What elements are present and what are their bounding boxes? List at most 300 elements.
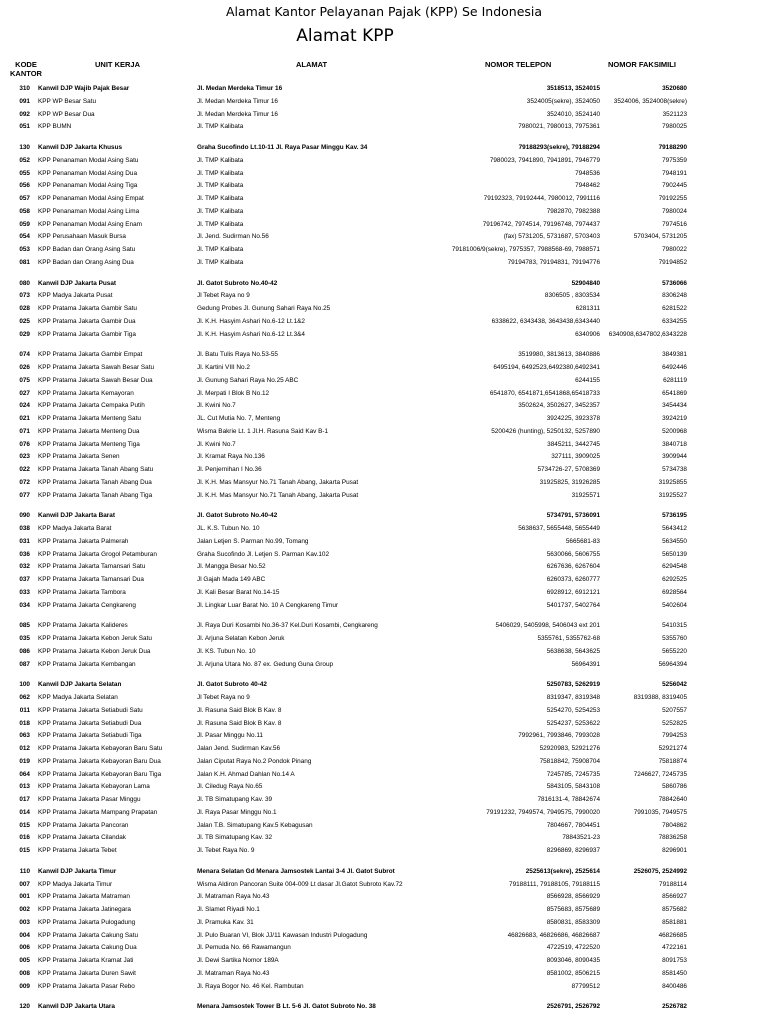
table-row: [0, 291, 768, 301]
row-kode: 003: [19, 918, 30, 926]
row-unit-kerja: KPP Pratama Jakarta Menteng Dua: [38, 427, 140, 435]
row-faksimili: 8566927: [662, 893, 687, 901]
row-faksimili: 79192255: [658, 195, 687, 202]
row-faksimili: 3524006, 3524008(sekre): [613, 97, 687, 105]
row-unit-kerja: KPP Pratama Jakarta Kebon Jeruk Satu: [38, 635, 152, 642]
row-telepon: 5630066, 5606755: [546, 550, 600, 558]
row-unit-kerja: KPP Pratama Jakarta Menteng Tiga: [38, 440, 140, 448]
row-faksimili: 5410315: [662, 622, 687, 630]
row-unit-kerja: KPP Pratama Jakarta Kebayoran Baru Satu: [38, 745, 163, 752]
row-telepon: 8566928, 8566929: [546, 893, 600, 901]
row-faksimili: 5402604: [662, 601, 687, 609]
row-telepon: 3502624, 3502627, 3452357: [518, 402, 600, 410]
table-row-kanwil: [0, 511, 768, 521]
row-unit-kerja: KPP Pratama Jakarta Tebet: [38, 847, 117, 854]
table-row: [0, 491, 768, 501]
row-faksimili: 5634550: [662, 537, 687, 545]
row-telepon: 31925825, 31926285: [539, 478, 600, 486]
row-alamat: Jl. Gatot Subroto No.40-42: [197, 512, 278, 520]
row-kode: 008: [19, 969, 30, 977]
row-alamat: JL. K.S. Tubun No. 10: [197, 525, 260, 532]
table-row: [0, 693, 768, 703]
row-alamat: Jl Tebet Raya no 9: [197, 292, 250, 300]
row-telepon: 8319347, 8319348: [546, 694, 600, 701]
table-row: [0, 969, 768, 979]
row-faksimili: 56964394: [658, 660, 687, 668]
row-telepon: 5254237, 5253622: [546, 719, 600, 727]
table-row: [0, 601, 768, 611]
row-kode: 015: [19, 847, 30, 854]
row-kode: 011: [19, 706, 30, 714]
row-kode: 012: [19, 745, 30, 752]
table-row: [0, 744, 768, 754]
row-unit-kerja: KPP Pratama Jakarta Sawah Besar Satu: [38, 364, 155, 371]
row-faksimili: 5650139: [662, 550, 687, 558]
table-row: [0, 194, 768, 204]
table-row: [0, 414, 768, 424]
row-alamat: Jl. Medan Merdeka Timur 16: [197, 97, 278, 105]
row-faksimili: 79188114: [659, 880, 687, 888]
row-unit-kerja: KPP Madya Jakarta Pusat: [38, 292, 113, 300]
table-row: [0, 982, 768, 992]
row-unit-kerja: KPP Badan dan Orang Asing Satu: [38, 246, 136, 253]
row-unit-kerja: KPP Pratama Jakarta Setiabudi Tiga: [38, 732, 142, 740]
row-kode: 005: [19, 957, 30, 964]
row-alamat: Jl. K.H. Hasyim Ashari No.6-12 Lt.3&4: [197, 330, 305, 338]
row-telepon: 7948536: [575, 169, 600, 177]
row-telepon: 8093046, 8090435: [546, 957, 600, 964]
row-telepon: 3924225, 3923378: [546, 415, 600, 422]
row-telepon: 8580831, 8583309: [546, 918, 600, 926]
row-unit-kerja: KPP Pratama Jakarta Kebayoran Baru Tiga: [38, 770, 162, 778]
row-telepon: 79188293(sekre), 79188294: [518, 144, 600, 151]
table-row: [0, 232, 768, 242]
table-row: [0, 621, 768, 631]
table-row: [0, 389, 768, 399]
row-unit-kerja: KPP Pratama Jakarta Cempaka Putih: [38, 402, 145, 410]
row-faksimili: 3840718: [662, 440, 687, 448]
row-unit-kerja: Kanwil DJP Jakarta Timur: [38, 867, 117, 875]
row-faksimili: 75818874: [658, 757, 687, 765]
row-alamat: Jalan Jend. Sudirman Kav.56: [197, 745, 281, 752]
row-faksimili: 3521123: [662, 110, 687, 118]
row-telepon: 5734791, 5736091: [546, 512, 600, 520]
row-faksimili: 3520680: [662, 85, 687, 92]
row-faksimili: 52921274: [658, 745, 687, 752]
row-telepon: 5638637, 5655448, 5655449: [518, 525, 600, 532]
table-row: [0, 258, 768, 268]
row-kode: 130: [19, 144, 30, 151]
row-kode: 028: [19, 305, 30, 312]
row-kode: 013: [19, 783, 30, 791]
row-kode: 081: [19, 258, 30, 266]
row-faksimili: 5252825: [662, 719, 687, 727]
row-telepon: 7804667, 7804451: [546, 821, 600, 829]
row-kode: 064: [19, 770, 30, 778]
row-telepon: 79192323, 79192444, 7980012, 7991116: [483, 195, 600, 202]
row-telepon: 6495194, 6492523,6492380,6492341: [493, 364, 600, 371]
row-telepon: 8575683, 8575689: [546, 906, 600, 913]
row-telepon: 6928912, 6912121: [546, 588, 600, 596]
row-unit-kerja: Kanwil DJP Jakarta Barat: [38, 512, 115, 520]
row-unit-kerja: Kanwil DJP Wajib Pajak Besar: [38, 85, 130, 92]
row-alamat: Jl. K.H. Mas Mansyur No.71 Tanah Abang, Jakarta Pusat: [197, 478, 359, 486]
row-faksimili: 6281119: [663, 376, 687, 384]
row-unit-kerja: KPP Madya Jakarta Selatan: [38, 694, 118, 701]
row-kode: 051: [19, 123, 30, 131]
row-alamat: Jl Gajah Mada 149 ABC: [197, 576, 266, 583]
row-alamat: Jl. Gatot Subroto 40-42: [197, 681, 267, 689]
row-alamat: Wisma Aldiron Pancoran Suite 004-009 Lt dasar Jl.Gatot Subroto Kav.72: [197, 880, 403, 888]
row-telepon: 78843521-23: [562, 834, 600, 842]
row-alamat: Jl. TMP Kalibata: [197, 156, 244, 164]
row-telepon: 6267636, 6267604: [546, 563, 600, 571]
row-alamat: Jl. TMP Kalibata: [197, 123, 244, 131]
table-row: [0, 245, 768, 255]
row-faksimili: 3454434: [662, 402, 687, 410]
row-faksimili: 6294548: [662, 563, 687, 571]
row-unit-kerja: Kanwil DJP Jakarta Utara: [38, 1003, 115, 1011]
row-faksimili: 6281522: [662, 305, 687, 312]
table-row: [0, 821, 768, 831]
row-kode: 086: [19, 647, 30, 655]
row-alamat: Jl. Pasar Minggu No.11: [197, 732, 263, 740]
row-faksimili: 5736066: [662, 279, 687, 287]
row-kode: 034: [19, 601, 30, 609]
row-unit-kerja: KPP Pratama Jakarta Kebon Jeruk Dua: [38, 647, 151, 655]
row-telepon: 6338622, 6343438, 3643438,6343440: [491, 317, 600, 325]
table-row: [0, 588, 768, 598]
row-unit-kerja: KPP Pratama Jakarta Mampang Prapatan: [38, 808, 158, 816]
row-unit-kerja: KPP Badan dan Orang Asing Dua: [38, 258, 134, 266]
row-kode: 035: [19, 635, 30, 642]
row-telepon: 2526791, 2526792: [546, 1003, 600, 1011]
row-kode: 004: [19, 931, 30, 939]
row-telepon: 5401737, 5402764: [546, 601, 600, 609]
row-kode: 032: [19, 563, 30, 571]
table-row: [0, 782, 768, 792]
row-telepon: 79194783, 79194831, 79194776: [507, 258, 600, 266]
row-unit-kerja: KPP Perusahaan Masuk Bursa: [38, 233, 126, 241]
row-telepon: 327111, 3909025: [551, 453, 600, 461]
table-row: [0, 731, 768, 741]
row-kode: 062: [19, 694, 30, 701]
row-faksimili: 8296901: [662, 847, 687, 854]
table-row: [0, 550, 768, 560]
row-kode: 076: [19, 440, 30, 448]
column-header-faksimili: NOMOR FAKSIMILI: [608, 60, 676, 69]
row-alamat: Menara Selatan Gd Menara Jamsostek Lantai 3-4 Jl. Gatot Subrot: [197, 867, 395, 875]
row-alamat: Jl. TMP Kalibata: [197, 258, 244, 266]
row-telepon: 5638638, 5643625: [546, 647, 600, 655]
row-telepon: 3518513, 3524015: [546, 85, 600, 92]
row-alamat: Jl. Ciledug Raya No.65: [197, 783, 263, 791]
row-alamat: Jl. Matraman Raya No.43: [197, 893, 270, 901]
row-kode: 072: [19, 478, 30, 486]
row-telepon: 79196742, 7974514, 79196748, 7974437: [482, 220, 600, 228]
row-unit-kerja: KPP Madya Jakarta Timur: [38, 880, 113, 888]
row-faksimili: 5734738: [662, 466, 687, 473]
table-row: [0, 304, 768, 314]
row-faksimili: 6541869: [662, 389, 687, 397]
row-faksimili: 7975359: [662, 156, 687, 164]
column-header-kode: KODE KANTOR: [10, 60, 42, 78]
row-alamat: Jl. Pramuka Kav. 31: [197, 918, 254, 926]
row-alamat: Jl. Kramat Raya No.136: [197, 453, 265, 461]
table-row: [0, 330, 768, 340]
row-unit-kerja: KPP Pratama Jakarta Duren Sawit: [38, 969, 136, 977]
row-kode: 077: [19, 491, 30, 499]
row-kode: 100: [19, 681, 30, 689]
row-alamat: Jl. TMP Kalibata: [197, 220, 244, 228]
row-faksimili: 78836258: [658, 834, 687, 842]
row-kode: 031: [19, 537, 30, 545]
row-alamat: Jl. TMP Kalibata: [197, 182, 244, 190]
row-unit-kerja: KPP Pratama Jakarta Gambir Empat: [38, 351, 143, 359]
table-row: [0, 956, 768, 966]
table-row: [0, 478, 768, 488]
row-unit-kerja: KPP Pratama Jakarta Gambir Tiga: [38, 330, 136, 338]
row-unit-kerja: KPP Penanaman Modal Asing Enam: [38, 220, 142, 228]
table-row-kanwil: [0, 84, 768, 94]
row-alamat: Jl. TMP Kalibata: [197, 246, 244, 253]
document-title: Alamat Kantor Pelayanan Pajak (KPP) Se Indonesia: [225, 4, 543, 19]
row-alamat: Jl. Slamet Riyadi No.1: [197, 906, 260, 913]
row-unit-kerja: KPP Pratama Jakarta Tanah Abang Satu: [38, 466, 154, 473]
row-kode: 092: [19, 110, 30, 118]
row-kode: 001: [19, 893, 30, 901]
row-alamat: Jl. Mangga Besar No.52: [197, 563, 266, 571]
row-unit-kerja: KPP Pratama Jakarta Pasar Minggu: [38, 796, 141, 803]
row-unit-kerja: KPP Pratama Jakarta Menteng Satu: [38, 415, 141, 422]
table-row: [0, 440, 768, 450]
row-telepon: 3519980, 3813613, 3840886: [518, 351, 600, 359]
row-unit-kerja: KPP Pratama Jakarta Cengkareng: [38, 601, 136, 609]
table-row: [0, 156, 768, 166]
row-alamat: Jl. Raya Bogor No. 46 Kel. Rambutan: [197, 982, 304, 990]
row-faksimili: 5256042: [662, 681, 687, 689]
row-telepon: 7980021, 7980013, 7975361: [518, 123, 600, 131]
row-unit-kerja: KPP Pratama Jakarta Tamansari Satu: [38, 563, 146, 571]
row-alamat: Jl. Pemuda No. 66 Rawamangun: [197, 944, 291, 952]
row-unit-kerja: KPP Pratama Jakarta Tanah Abang Tiga: [38, 491, 153, 499]
row-alamat: Jalan T.B. Simatupang Kav.5 Kebagusan: [197, 821, 313, 829]
row-faksimili: 4722161: [662, 944, 687, 952]
row-kode: 021: [19, 415, 30, 422]
row-unit-kerja: KPP Pratama Jakarta Senen: [38, 453, 120, 461]
row-alamat: Jl. Arjuna Utara No. 87 ex. Gedung Guna Group: [197, 660, 334, 668]
row-kode: 074: [19, 351, 30, 359]
row-telepon: 5200426 (hunting), 5250132, 5257890: [491, 427, 600, 435]
table-row: [0, 795, 768, 805]
row-alamat: JL. Cut Mutia No. 7, Menteng: [197, 415, 281, 422]
table-row: [0, 833, 768, 843]
row-kode: 027: [19, 389, 30, 397]
row-telepon: 6244155: [575, 376, 600, 384]
row-kode: 023: [19, 453, 30, 461]
row-faksimili: 5207557: [662, 706, 687, 714]
row-kode: 056: [19, 182, 30, 190]
row-telepon: 8581002, 8506215: [546, 969, 600, 977]
row-alamat: Jl. Kartini VIII No.2: [197, 364, 250, 371]
row-faksimili: 3909944: [662, 453, 687, 461]
row-kode: 033: [19, 588, 30, 596]
row-unit-kerja: KPP Pratama Jakarta Pulogadung: [38, 918, 136, 926]
row-alamat: Jl. Dewi Sartika Nomor 189A: [197, 957, 279, 964]
row-alamat: Jl. Lingkar Luar Barat No. 10 A Cengkareng Timur: [197, 601, 339, 609]
row-kode: 024: [19, 402, 30, 410]
row-alamat: Jl. Jend. Sudirman No.56: [197, 233, 269, 241]
row-unit-kerja: KPP WP Besar Dua: [38, 110, 95, 118]
row-kode: 029: [19, 330, 30, 338]
row-alamat: Jl. Rasuna Said Blok B Kav. 8: [197, 706, 282, 714]
table-row: [0, 350, 768, 360]
row-kode: 110: [19, 867, 30, 875]
row-faksimili: 8581881: [662, 918, 687, 926]
row-telepon: 6541870, 6541871,6541868,65418733: [489, 389, 600, 397]
row-unit-kerja: KPP Penanaman Modal Asing Dua: [38, 169, 138, 177]
row-telepon: 56964391: [571, 660, 600, 668]
row-alamat: Jl. Rasuna Said Blok B Kav. 8: [197, 719, 282, 727]
row-unit-kerja: KPP Pratama Jakarta Tanah Abang Dua: [38, 478, 152, 486]
row-kode: 075: [19, 376, 30, 384]
document-subtitle: Alamat KPP: [296, 26, 394, 46]
row-telepon: 3524010, 3524140: [546, 110, 600, 118]
row-faksimili: 7991035, 7949575: [633, 808, 687, 816]
table-row: [0, 634, 768, 644]
row-kode: 036: [19, 550, 30, 558]
row-kode: 120: [19, 1003, 30, 1011]
row-telepon: 52920983, 52921276: [539, 745, 600, 752]
table-row: [0, 931, 768, 941]
row-faksimili: 5655220: [662, 647, 687, 655]
row-telepon: 3845211, 3442745: [547, 440, 600, 448]
row-kode: 071: [19, 427, 30, 435]
row-unit-kerja: KPP Pratama Jakarta Setiabudi Satu: [38, 706, 143, 714]
row-faksimili: 2526075, 2524992: [633, 867, 687, 875]
row-unit-kerja: KPP Penanaman Modal Asing Lima: [38, 207, 140, 215]
row-telepon: 8296869, 8296937: [546, 847, 600, 854]
table-row: [0, 846, 768, 856]
row-telepon: 79191232, 7949574, 7949575, 7990020: [486, 808, 600, 816]
row-telepon: 31925571: [571, 491, 600, 499]
row-faksimili: 7980022: [662, 246, 687, 253]
table-row: [0, 918, 768, 928]
row-telepon: 4722519, 4722520: [546, 944, 600, 952]
row-unit-kerja: KPP Pratama Jakarta Palmerah: [38, 537, 129, 545]
row-alamat: Jl. Merpati I Blok B No.12: [197, 389, 270, 397]
row-unit-kerja: KPP Pratama Jakarta Tambora: [38, 588, 126, 596]
table-row-kanwil: [0, 143, 768, 153]
row-faksimili: 7804862: [662, 821, 687, 829]
row-faksimili: 46826685: [658, 931, 687, 939]
row-kode: 037: [19, 576, 30, 583]
row-alamat: Jl. Raya Pasar Minggu No.1: [197, 808, 277, 816]
table-row: [0, 181, 768, 191]
row-faksimili: 5200968: [662, 427, 687, 435]
table-row: [0, 220, 768, 230]
table-row: [0, 880, 768, 890]
row-alamat: Jl. TB Simatupang Kav. 39: [197, 796, 273, 803]
row-unit-kerja: Kanwil DJP Jakarta Khusus: [38, 144, 123, 151]
row-unit-kerja: KPP Pratama Jakarta Gambir Dua: [38, 317, 136, 325]
row-alamat: Graha Sucofindo Jl. Letjen S. Parman Kav.102: [197, 550, 330, 558]
row-telepon: 5665681-83: [565, 537, 600, 545]
column-header-telepon: NOMOR TELEPON: [485, 60, 552, 69]
column-header-unit-kerja: UNIT KERJA: [95, 60, 141, 69]
row-unit-kerja: KPP BUMN: [38, 123, 72, 131]
row-faksimili: 7980024: [662, 207, 687, 215]
row-telepon: 5843105, 5843108: [546, 783, 600, 791]
row-kode: 310: [19, 85, 30, 92]
row-faksimili: 5736195: [662, 512, 687, 520]
row-telepon: 5406029, 5405998, 5406043 ext 201: [495, 622, 600, 630]
row-unit-kerja: KPP Pratama Jakarta Kebayoran Lama: [38, 783, 150, 791]
row-alamat: Jl. Arjuna Selatan Kebon Jeruk: [197, 635, 285, 642]
row-alamat: Wisma Bakrie Lt. 1 Jl.H. Rasuna Said Kav B-1: [197, 427, 329, 435]
table-row: [0, 892, 768, 902]
row-alamat: Graha Sucofindo Lt.10-11 Jl. Raya Pasar Minggu Kav. 34: [197, 144, 368, 151]
row-alamat: Gedung Probes Jl. Gunung Sahari Raya No.25: [197, 305, 331, 312]
row-kode: 085: [19, 622, 30, 630]
table-row-kanwil: [0, 1002, 768, 1012]
row-faksimili: 3849381: [662, 351, 687, 359]
table-row: [0, 376, 768, 386]
row-alamat: Jl. Batu Tulis Raya No.53-55: [197, 351, 278, 359]
row-faksimili: 6292525: [662, 576, 687, 583]
row-faksimili: 79194852: [658, 258, 687, 266]
column-header-alamat: ALAMAT: [296, 60, 328, 69]
row-unit-kerja: KPP Madya Jakarta Barat: [38, 525, 112, 532]
row-faksimili: 5703404, 5731205: [633, 233, 687, 241]
row-unit-kerja: KPP Pratama Jakarta Cilandak: [38, 834, 126, 842]
row-kode: 063: [19, 732, 30, 740]
row-alamat: Jl. TMP Kalibata: [197, 169, 244, 177]
row-unit-kerja: KPP Pratama Jakarta Cakung Satu: [38, 931, 139, 939]
row-telepon: 6281311: [575, 305, 600, 312]
row-kode: 080: [19, 279, 30, 287]
row-telepon: 46826683, 46826686, 46826687: [507, 931, 600, 939]
row-unit-kerja: KPP Pratama Jakarta Jatinegara: [38, 906, 131, 913]
table-row: [0, 575, 768, 585]
row-kode: 014: [19, 808, 30, 816]
row-unit-kerja: KPP Pratama Jakarta Kebayoran Baru Dua: [38, 757, 161, 765]
row-kode: 091: [19, 97, 30, 105]
row-faksimili: 8575682: [662, 906, 687, 913]
row-unit-kerja: KPP Pratama Jakarta Kemayoran: [38, 389, 134, 397]
row-faksimili: 6334255: [662, 317, 687, 325]
row-faksimili: 7948191: [662, 169, 687, 177]
row-faksimili: 7246627, 7245735: [633, 770, 687, 778]
table-row: [0, 757, 768, 767]
row-kode: 090: [19, 512, 30, 520]
row-alamat: Jalan K.H. Ahmad Dahlan No.14 A: [197, 770, 295, 778]
row-unit-kerja: Kanwil DJP Jakarta Pusat: [38, 279, 117, 287]
row-telepon: 52904840: [571, 279, 600, 287]
row-telepon: 7816131-4, 78842674: [537, 796, 600, 803]
row-telepon: 2525613(sekre), 2525614: [525, 867, 600, 875]
row-faksimili: 8581450: [662, 969, 687, 977]
table-row: [0, 660, 768, 670]
row-telepon: 87799512: [571, 982, 600, 990]
row-unit-kerja: KPP WP Besar Satu: [38, 97, 97, 105]
table-row: [0, 537, 768, 547]
row-kode: 017: [19, 796, 30, 803]
row-faksimili: 7902445: [662, 182, 687, 190]
row-alamat: Jl. K.H. Mas Mansyur No.71 Tanah Abang, Jakarta Pusat: [197, 491, 359, 499]
table-row: [0, 363, 768, 373]
table-row: [0, 719, 768, 729]
